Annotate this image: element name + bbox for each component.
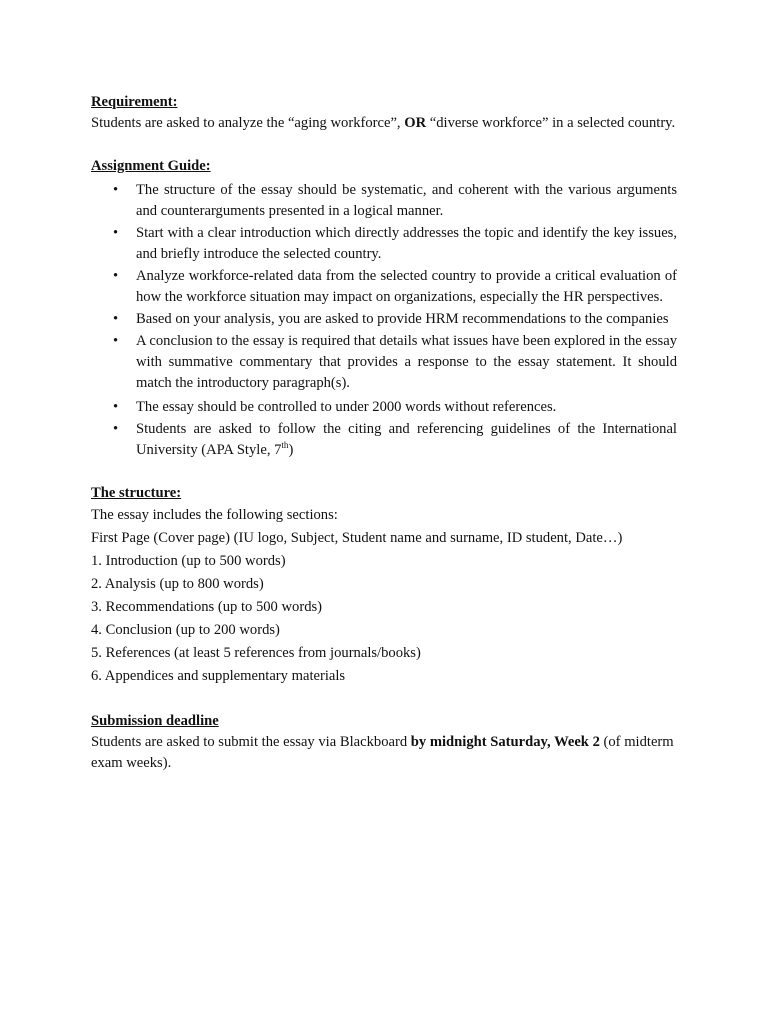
bullet-icon: • bbox=[113, 421, 119, 437]
deadline-text-end: (of midterm exam weeks). bbox=[91, 734, 674, 771]
deadline-text-bold: by midnight Saturday, Week 2 bbox=[410, 734, 600, 750]
list-item-text: Start with a clear introduction which directly addresses the topic and identify the key issues, and briefly introduce the selected country. bbox=[136, 225, 677, 262]
document-page bbox=[91, 92, 677, 774]
requirement-text bbox=[91, 113, 677, 134]
list-item-text: Based on your analysis, you are asked to provide HRM recommendations to the companies bbox=[136, 311, 669, 327]
structure-item: 1. Introduction (up to 500 words) bbox=[91, 553, 286, 569]
assignment-guide-section bbox=[91, 156, 677, 461]
bullet-icon: • bbox=[113, 268, 119, 284]
bullet-icon: • bbox=[113, 182, 119, 198]
requirement-text-bold: OR bbox=[404, 115, 427, 131]
list-item bbox=[91, 419, 677, 461]
deadline-text-start: Students are asked to submit the essay via Blackboard bbox=[91, 734, 411, 750]
structure-item: 6. Appendices and supplementary materials bbox=[91, 668, 346, 684]
superscript: th bbox=[281, 440, 289, 451]
list-item bbox=[91, 180, 677, 222]
deadline-heading: Submission deadline bbox=[91, 713, 219, 729]
structure-intro: The essay includes the following sections: bbox=[91, 507, 338, 523]
requirement-text-start: Students are asked to analyze the “aging workforce”, bbox=[91, 115, 405, 131]
assignment-guide-heading: Assignment Guide: bbox=[91, 158, 211, 174]
list-item-text: The structure of the essay should be systematic, and coherent with the various arguments and counterarguments presented in a logical manner. bbox=[136, 182, 677, 219]
bullet-icon: • bbox=[113, 399, 119, 415]
requirement-text-end: “diverse workforce” in a selected country. bbox=[426, 115, 676, 131]
deadline-text bbox=[91, 732, 677, 774]
deadline-section bbox=[91, 711, 677, 774]
structure-item: First Page (Cover page) (IU logo, Subject, Student name and surname, ID student, Date…) bbox=[91, 530, 623, 546]
structure-item: 3. Recommendations (up to 500 words) bbox=[91, 599, 323, 615]
list-item-text-end: ) bbox=[288, 442, 294, 458]
structure-item: 2. Analysis (up to 800 words) bbox=[91, 576, 264, 592]
list-item bbox=[91, 309, 677, 330]
list-item-text: The essay should be controlled to under 2000 words without references. bbox=[136, 399, 557, 415]
bullet-icon: • bbox=[113, 311, 119, 327]
list-item bbox=[91, 331, 677, 394]
bullet-icon: • bbox=[113, 333, 119, 349]
list-item-text: A conclusion to the essay is required that details what issues have been explored in the essay with summative commentary that provides a response to the essay statement. It should match the introductory paragraph(s). bbox=[136, 333, 677, 391]
list-item bbox=[91, 266, 677, 308]
list-item bbox=[91, 223, 677, 265]
list-item bbox=[91, 397, 677, 418]
bullet-icon: • bbox=[113, 225, 119, 241]
structure-item: 4. Conclusion (up to 200 words) bbox=[91, 622, 280, 638]
list-item-text: Analyze workforce-related data from the selected country to provide a critical evaluation of how the workforce situation may impact on organizations, especially the HR perspectives. bbox=[136, 268, 677, 305]
structure-section bbox=[91, 483, 677, 688]
requirement-heading: Requirement: bbox=[91, 94, 178, 110]
structure-heading: The structure: bbox=[91, 485, 182, 501]
requirement-section bbox=[91, 92, 677, 134]
list-item-text: Students are asked to follow the citing and referencing guidelines of the International University (APA Style, 7 bbox=[136, 421, 677, 458]
assignment-guide-list bbox=[91, 180, 677, 461]
structure-item: 5. References (at least 5 references from journals/books) bbox=[91, 645, 421, 661]
